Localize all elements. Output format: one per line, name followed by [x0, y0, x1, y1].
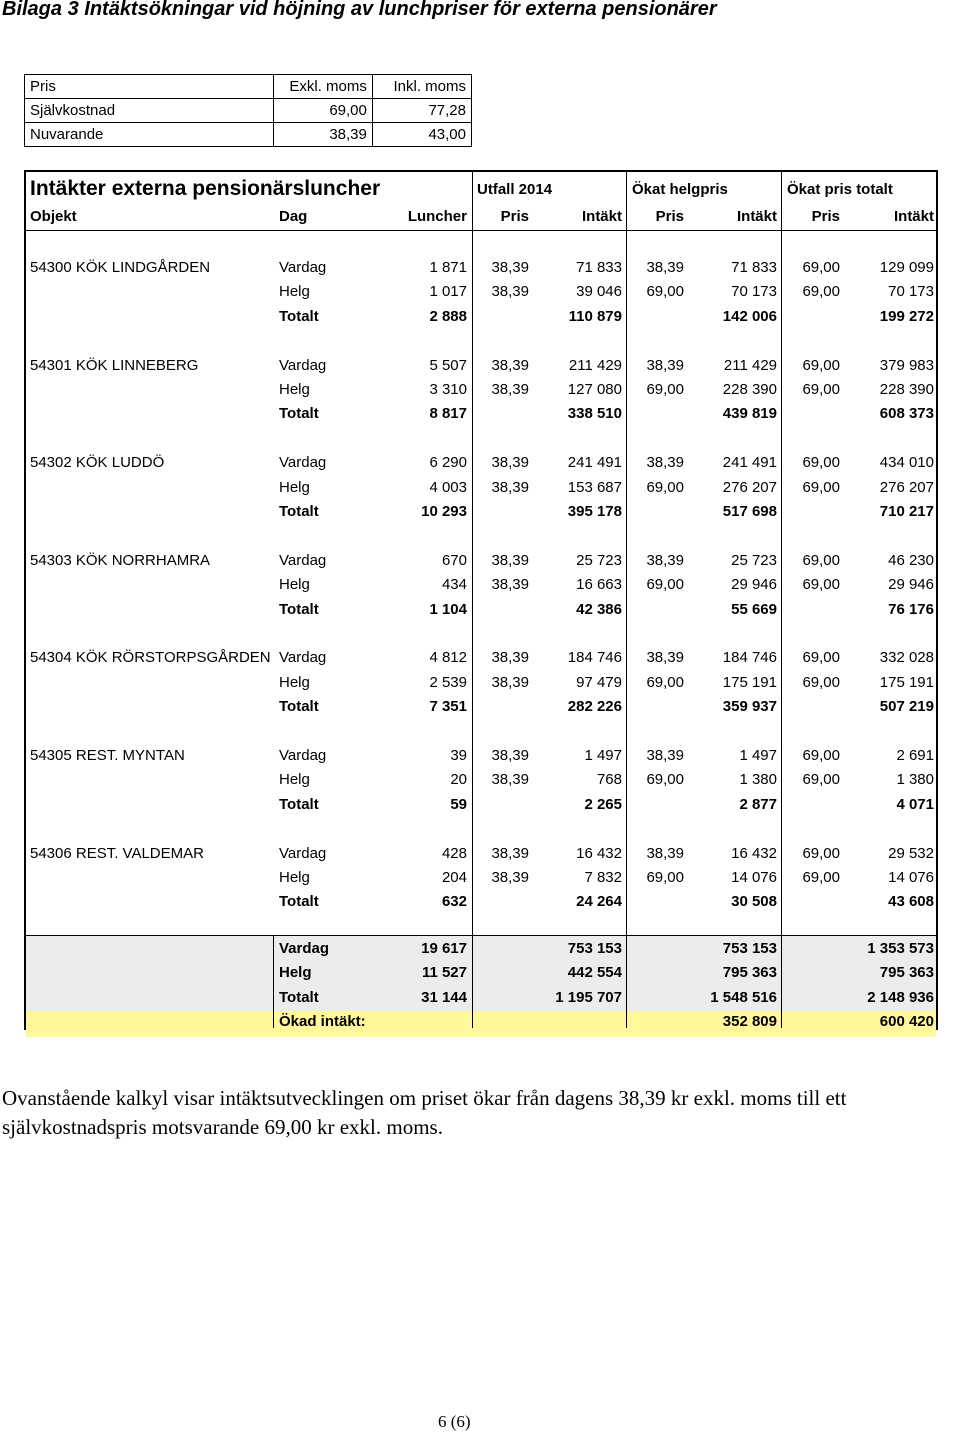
value-cell: 69,00	[646, 673, 684, 691]
value-cell: 282 226	[567, 698, 622, 716]
value-cell: 38,39	[491, 283, 529, 301]
price-row-label: Nuvarande	[25, 123, 274, 147]
value-cell: 1 871	[429, 259, 467, 276]
summary-value: 19 617	[421, 940, 467, 957]
value-cell: 199 272	[879, 307, 934, 325]
value-cell: 70 173	[731, 283, 777, 301]
value-cell: 69,00	[646, 283, 684, 301]
value-cell: 184 746	[722, 649, 777, 667]
group-header-utfall: Utfall 2014	[477, 181, 553, 198]
value-cell: 632	[441, 893, 467, 911]
value-cell: 69,00	[802, 381, 840, 398]
day-label: Totalt	[279, 503, 319, 520]
increase-value: 352 809	[722, 1013, 777, 1031]
price-row	[25, 99, 472, 123]
value-cell: 338 510	[567, 405, 622, 423]
value-cell: 204	[441, 869, 467, 886]
value-cell: 69,00	[802, 771, 840, 789]
increase-label: Ökad intäkt:	[279, 1013, 366, 1031]
value-cell: 2 877	[739, 795, 777, 813]
value-cell: 55 669	[731, 600, 777, 618]
value-cell: 1 497	[584, 747, 622, 764]
column-header: Intäkt	[736, 208, 777, 225]
price-row-incl: 43,00	[372, 123, 471, 147]
day-label: Helg	[279, 576, 310, 594]
price-table	[24, 74, 472, 147]
value-cell: 211 429	[568, 356, 622, 374]
summary-value: 11 527	[421, 964, 467, 982]
value-cell: 16 432	[731, 844, 777, 862]
value-cell: 2 539	[429, 673, 467, 691]
value-cell: 228 390	[722, 381, 777, 398]
summary-value: 795 363	[879, 964, 934, 982]
summary-value: 1 353 573	[867, 940, 934, 957]
summary-value: 1 548 516	[710, 988, 777, 1006]
value-cell: 69,00	[802, 356, 840, 374]
value-cell: 211 429	[723, 356, 777, 374]
price-row-excl: 38,39	[273, 123, 372, 147]
column-header: Objekt	[30, 208, 77, 225]
summary-value: 31 144	[421, 988, 467, 1006]
table-heading: Intäkter externa pensionärsluncher	[30, 177, 381, 200]
value-cell: 38,39	[491, 454, 529, 472]
summary-label: Helg	[279, 964, 312, 982]
value-cell: 39	[450, 747, 467, 764]
value-cell: 5 507	[429, 356, 467, 374]
summary-value: 753 153	[567, 940, 622, 957]
day-label: Vardag	[279, 356, 327, 374]
value-cell: 1 380	[739, 771, 777, 789]
revenue-table	[24, 170, 938, 1030]
value-cell: 76 176	[888, 600, 934, 618]
day-label: Totalt	[279, 893, 319, 911]
value-cell: 69,00	[802, 454, 840, 472]
value-cell: 395 178	[567, 503, 622, 520]
value-cell: 608 373	[879, 405, 934, 423]
value-cell: 38,39	[491, 551, 529, 569]
value-cell: 2 888	[429, 307, 467, 325]
summary-label: Vardag	[279, 940, 330, 957]
value-cell: 332 028	[879, 649, 934, 667]
day-label: Totalt	[279, 600, 319, 618]
day-label: Totalt	[279, 307, 319, 325]
day-label: Vardag	[279, 649, 327, 667]
value-cell: 359 937	[722, 698, 777, 716]
value-cell: 38,39	[646, 356, 684, 374]
footnote: Ovanstående kalkyl visar intäktsutvecklingen om priset ökar från dagens 38,39 kr exkl. moms till ett självkostnadspris motsvarande 69,00 kr exkl. moms.	[2, 1086, 847, 1139]
column-header: Pris	[655, 208, 684, 225]
value-cell: 38,39	[491, 356, 529, 374]
object-name: 54305 REST. MYNTAN	[30, 747, 185, 764]
value-cell: 69,00	[802, 747, 840, 764]
value-cell: 184 746	[567, 649, 622, 667]
object-name: 54306 REST. VALDEMAR	[30, 844, 204, 862]
summary-value: 1 195 707	[555, 988, 622, 1006]
value-cell: 69,00	[802, 551, 840, 569]
column-header: Pris	[500, 208, 529, 225]
value-cell: 69,00	[646, 381, 684, 398]
value-cell: 38,39	[491, 844, 529, 862]
value-cell: 6 290	[429, 454, 467, 472]
value-cell: 379 983	[879, 356, 934, 374]
object-name: 54302 KÖK LUDDÖ	[30, 454, 165, 472]
value-cell: 69,00	[646, 869, 684, 886]
value-cell: 25 723	[731, 551, 777, 569]
summary-value: 442 554	[567, 964, 622, 982]
value-cell: 14 076	[888, 869, 934, 886]
value-cell: 110 879	[568, 307, 622, 325]
value-cell: 142 006	[722, 307, 777, 325]
value-cell: 4 812	[429, 649, 467, 667]
day-label: Helg	[279, 673, 310, 691]
day-label: Helg	[279, 478, 310, 496]
value-cell: 59	[450, 795, 467, 813]
value-cell: 38,39	[646, 844, 684, 862]
increase-value: 600 420	[879, 1013, 934, 1031]
price-header-label: Pris	[25, 75, 274, 99]
value-cell: 2 265	[584, 795, 622, 813]
value-cell: 29 946	[731, 576, 777, 594]
value-cell: 69,00	[802, 844, 840, 862]
value-cell: 71 833	[731, 259, 777, 276]
value-cell: 25 723	[576, 551, 622, 569]
page-title: Bilaga 3 Intäktsökningar vid höjning av lunchpriser för externa pensionärer	[2, 0, 717, 20]
value-cell: 4 071	[896, 795, 934, 813]
value-cell: 69,00	[802, 673, 840, 691]
price-header-incl: Inkl. moms	[372, 75, 471, 99]
value-cell: 16 432	[576, 844, 622, 862]
value-cell: 8 817	[429, 405, 467, 423]
value-cell: 434 010	[879, 454, 934, 472]
value-cell: 69,00	[802, 259, 840, 276]
value-cell: 3 310	[429, 381, 467, 398]
value-cell: 29 532	[888, 844, 934, 862]
value-cell: 69,00	[802, 576, 840, 594]
value-cell: 70 173	[888, 283, 934, 301]
value-cell: 7 351	[429, 698, 467, 716]
value-cell: 2 691	[896, 747, 934, 764]
page-number: 6 (6)	[438, 1412, 471, 1431]
value-cell: 228 390	[879, 381, 934, 398]
value-cell: 29 946	[888, 576, 934, 594]
summary-divider	[273, 936, 274, 1028]
day-label: Vardag	[279, 454, 327, 472]
value-cell: 175 191	[722, 673, 777, 691]
value-cell: 4 003	[429, 478, 467, 496]
value-cell: 43 608	[888, 893, 934, 911]
value-cell: 38,39	[491, 673, 529, 691]
value-cell: 241 491	[722, 454, 777, 472]
value-cell: 768	[596, 771, 622, 789]
summary-top-divider	[26, 935, 936, 936]
value-cell: 38,39	[491, 478, 529, 496]
value-cell: 69,00	[646, 576, 684, 594]
value-cell: 69,00	[802, 869, 840, 886]
summary-label: Totalt	[279, 988, 319, 1006]
day-label: Vardag	[279, 844, 327, 862]
value-cell: 7 832	[584, 869, 622, 886]
column-header: Intäkt	[893, 208, 934, 225]
value-cell: 38,39	[491, 869, 529, 886]
column-header: Luncher	[407, 208, 467, 225]
day-label: Vardag	[279, 551, 327, 569]
price-row-incl: 77,28	[372, 99, 471, 123]
value-cell: 69,00	[802, 283, 840, 301]
value-cell: 20	[450, 771, 467, 789]
value-cell: 38,39	[646, 649, 684, 667]
value-cell: 69,00	[646, 771, 684, 789]
value-cell: 276 207	[722, 478, 777, 496]
value-cell: 16 663	[576, 576, 622, 594]
value-cell: 46 230	[888, 551, 934, 569]
value-cell: 127 080	[567, 381, 622, 398]
column-header: Intäkt	[581, 208, 622, 225]
value-cell: 38,39	[646, 747, 684, 764]
value-cell: 276 207	[879, 478, 934, 496]
price-table-header	[25, 75, 472, 99]
value-cell: 1 104	[429, 600, 467, 618]
value-cell: 1 497	[739, 747, 777, 764]
object-name: 54301 KÖK LINNEBERG	[30, 356, 199, 374]
group-header-helgpris: Ökat helgpris	[632, 181, 728, 198]
day-label: Helg	[279, 381, 310, 398]
value-cell: 14 076	[731, 869, 777, 886]
value-cell: 38,39	[491, 747, 529, 764]
value-cell: 507 219	[879, 698, 934, 716]
value-cell: 439 819	[722, 405, 777, 423]
value-cell: 69,00	[802, 478, 840, 496]
day-label: Vardag	[279, 747, 327, 764]
value-cell: 38,39	[491, 649, 529, 667]
value-cell: 153 687	[567, 478, 622, 496]
value-cell: 241 491	[567, 454, 622, 472]
column-header: Dag	[279, 208, 308, 225]
day-label: Vardag	[279, 259, 327, 276]
value-cell: 97 479	[576, 673, 622, 691]
price-header-excl: Exkl. moms	[273, 75, 372, 99]
day-label: Totalt	[279, 795, 319, 813]
value-cell: 10 293	[421, 503, 467, 520]
value-cell: 30 508	[731, 893, 777, 911]
summary-value: 795 363	[722, 964, 777, 982]
value-cell: 670	[441, 551, 467, 569]
value-cell: 710 217	[879, 503, 934, 520]
day-label: Totalt	[279, 698, 319, 716]
value-cell: 428	[441, 844, 467, 862]
value-cell: 39 046	[576, 283, 622, 301]
value-cell: 1 380	[896, 771, 934, 789]
value-cell: 38,39	[491, 259, 529, 276]
value-cell: 38,39	[646, 551, 684, 569]
object-name: 54304 KÖK RÖRSTORPSGÅRDEN	[30, 649, 271, 667]
value-cell: 38,39	[646, 454, 684, 472]
day-label: Helg	[279, 283, 310, 301]
value-cell: 71 833	[576, 259, 622, 276]
value-cell: 175 191	[879, 673, 934, 691]
column-header: Pris	[811, 208, 840, 225]
price-row-excl: 69,00	[273, 99, 372, 123]
value-cell: 1 017	[429, 283, 467, 301]
value-cell: 69,00	[802, 649, 840, 667]
price-row	[25, 123, 472, 147]
value-cell: 24 264	[576, 893, 622, 911]
price-row-label: Självkostnad	[25, 99, 274, 123]
summary-value: 753 153	[722, 940, 777, 957]
summary-value: 2 148 936	[867, 988, 934, 1006]
value-cell: 38,39	[491, 771, 529, 789]
value-cell: 38,39	[491, 381, 529, 398]
day-label: Helg	[279, 869, 310, 886]
value-cell: 42 386	[576, 600, 622, 618]
value-cell: 434	[441, 576, 467, 594]
value-cell: 517 698	[722, 503, 777, 520]
object-name: 54303 KÖK NORRHAMRA	[30, 551, 211, 569]
value-cell: 38,39	[646, 259, 684, 276]
value-cell: 38,39	[491, 576, 529, 594]
group-header-totalt: Ökat pris totalt	[787, 181, 893, 198]
object-name: 54300 KÖK LINDGÅRDEN	[30, 259, 211, 276]
value-cell: 69,00	[646, 478, 684, 496]
day-label: Totalt	[279, 405, 319, 423]
header-divider	[26, 230, 936, 231]
value-cell: 129 099	[879, 259, 934, 276]
day-label: Helg	[279, 771, 310, 789]
